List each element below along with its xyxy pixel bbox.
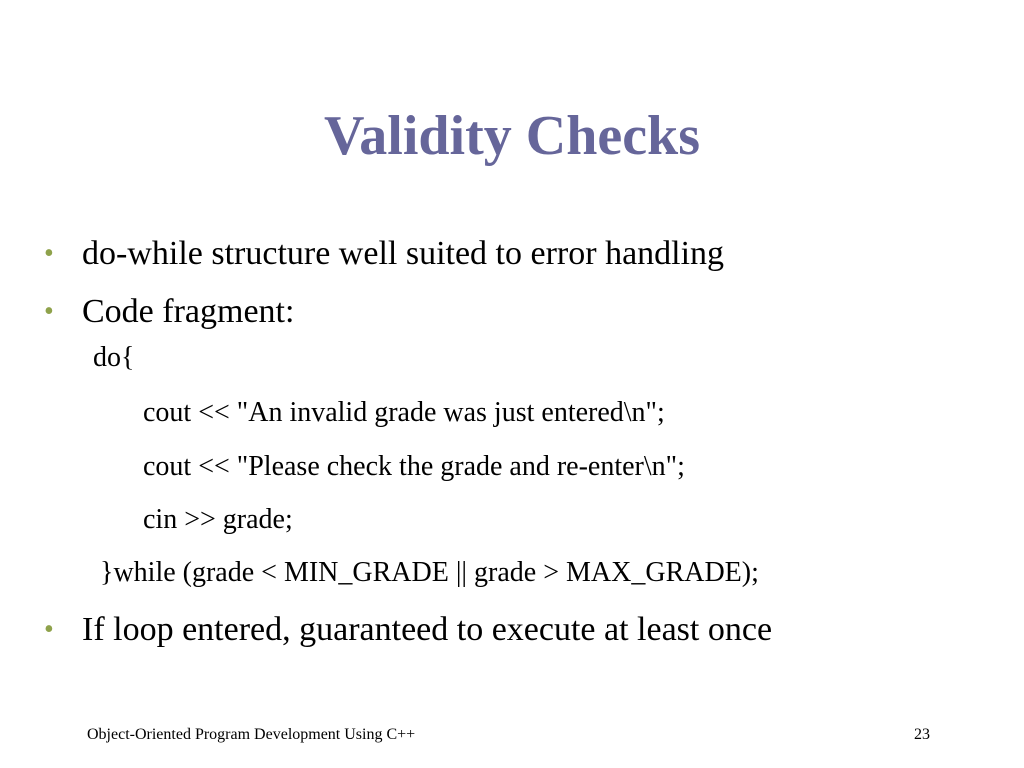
- bullet-icon: •: [44, 238, 54, 269]
- bullet-text: Code fragment:: [82, 293, 295, 330]
- bullet-item-3: [44, 610, 772, 650]
- code-line: cout << "An invalid grade was just entered\n";: [143, 397, 665, 428]
- bullet-item-1: [44, 234, 724, 274]
- bullet-text: If loop entered, guaranteed to execute at least once: [82, 611, 773, 648]
- code-line: do{: [93, 342, 135, 373]
- bullet-text: do-while structure well suited to error handling: [82, 235, 725, 272]
- code-line: cin >> grade;: [143, 504, 293, 535]
- code-line: cout << "Please check the grade and re-enter\n";: [143, 451, 685, 482]
- page-number: 23: [914, 726, 930, 743]
- bullet-item-2: [44, 292, 294, 332]
- bullet-icon: •: [44, 296, 54, 327]
- slide-title: Validity Checks: [323, 105, 700, 167]
- footer-course-title: Object-Oriented Program Development Using C++: [87, 726, 416, 743]
- bullet-icon: •: [44, 614, 54, 645]
- code-line: }while (grade < MIN_GRADE || grade > MAX_GRADE);: [100, 557, 759, 588]
